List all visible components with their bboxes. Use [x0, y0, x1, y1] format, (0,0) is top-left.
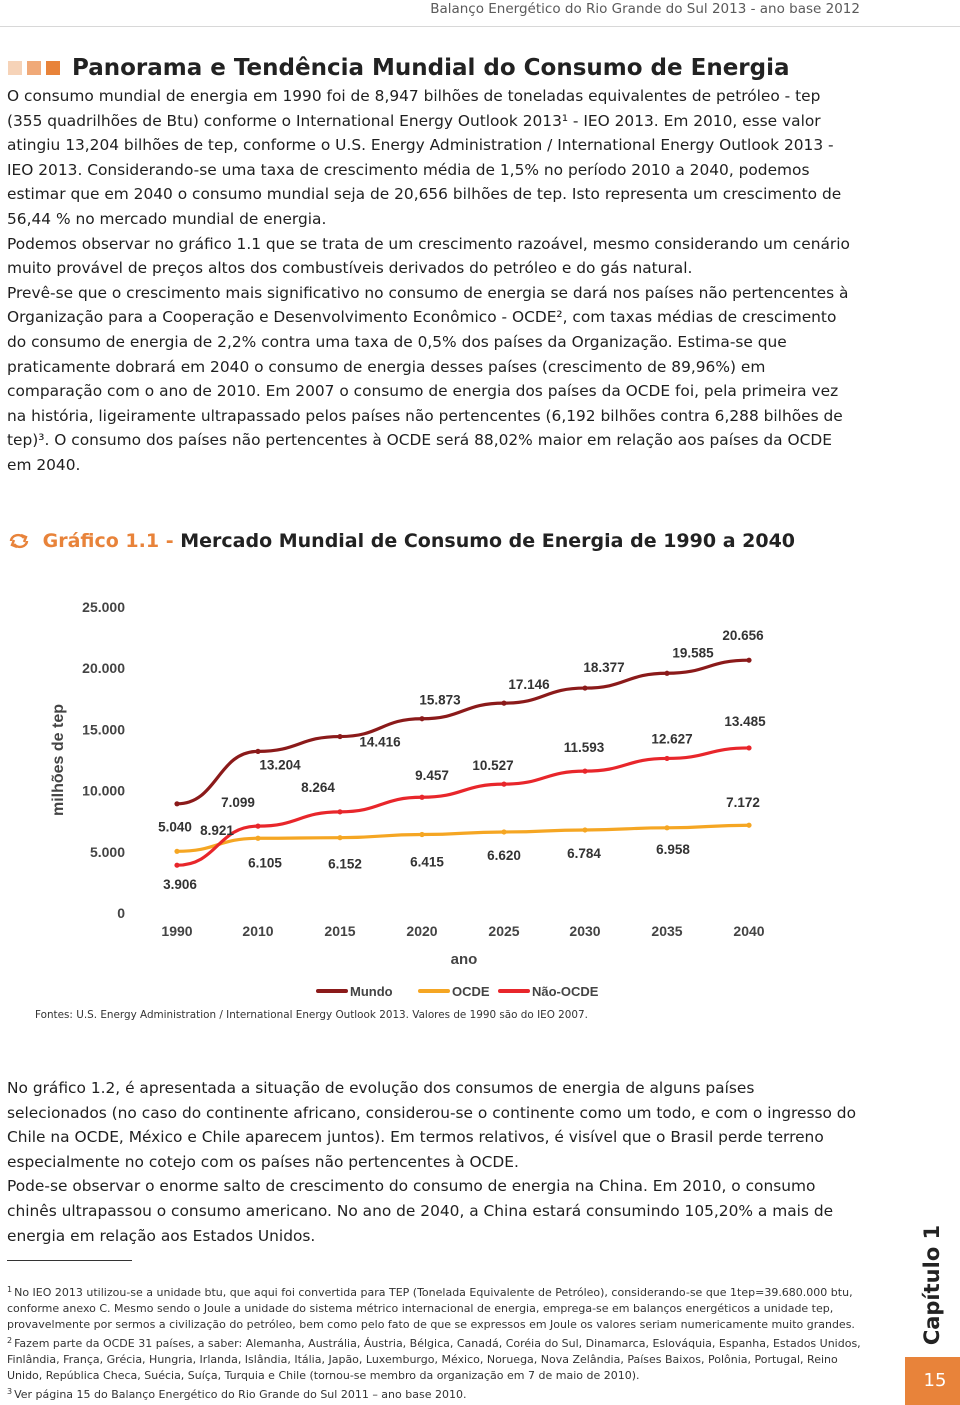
data-label: 11.593 [563, 740, 605, 756]
data-point [582, 685, 587, 690]
legend-label: Mundo [350, 984, 393, 999]
data-point [255, 824, 260, 829]
footnote-rule [7, 1260, 132, 1261]
chart-heading [8, 528, 795, 557]
y-tick-label: 20.000 [82, 660, 125, 677]
data-label: 13.485 [724, 713, 766, 729]
data-label: 18.377 [583, 660, 625, 676]
data-label: 17.146 [508, 677, 550, 693]
chart-number: Gráfico 1.1 - [42, 530, 174, 552]
x-tick-label: 2010 [242, 923, 274, 939]
data-point [501, 782, 506, 787]
data-point [746, 823, 751, 828]
data-point [664, 756, 669, 761]
data-point [174, 801, 179, 806]
x-tick-label: 2015 [324, 923, 356, 939]
data-point [664, 825, 669, 830]
footnote-text: Fazem parte da OCDE 31 países, a saber: Alemanha, Austrália, Áustria, Bélgica, Canadá, Coréia do Sul, Dinamarca, Eslováquia, Espanha, Estados Unidos, Finlândia, França, Grécia, Hungria, Irlanda, Islândia, Itália, Japão, Luxemburgo, México, Noruega, Nova Zelândia, Países Baixos, Polônia, Portugal, Reino Unido, República Checa, Suécia, Suíça, Turquia e Chile (tornou-se membro da organização em 7 de maio de 2010). [7, 1337, 861, 1382]
title-square [8, 61, 22, 75]
data-label: 10.527 [472, 758, 514, 774]
x-tick-label: 2020 [406, 923, 438, 939]
data-point [337, 835, 342, 840]
data-label: 8.921 [200, 822, 234, 838]
y-tick-label: 0 [117, 905, 125, 921]
legend-label: OCDE [452, 984, 490, 999]
data-point [174, 849, 179, 854]
chapter-label-text: Capítulo 1 [920, 1224, 945, 1345]
footnote-text: No IEO 2013 utilizou-se a unidade btu, que aqui foi convertida para TEP (Tonelada Equivalente de Petróleo), considerando-se que 1tep=39.680.000 btu, conforme anexo C. Mesmo sendo o Joule a unidade do sistema métrico internacional de energia, emprega-se em balanços energéticos a unidade tep, provavelmente por sermos a civilização do petróleo, bem como pelo fato de que se expressos em Joule os valores seriam numericamente muito grandes. [7, 1286, 855, 1331]
x-tick-label: 2025 [488, 923, 520, 939]
data-label: 6.105 [248, 855, 282, 871]
data-point [419, 716, 424, 721]
data-label: 5.040 [158, 819, 192, 835]
chart-title: Mercado Mundial de Consumo de Energia de 1990 a 2040 [180, 530, 796, 552]
data-label: 19.585 [672, 645, 714, 661]
data-label: 12.627 [651, 731, 693, 747]
intro-text [7, 84, 859, 478]
data-point [255, 749, 260, 754]
y-tick-label: 25.000 [82, 599, 125, 615]
header-rule [0, 26, 960, 27]
data-label: 6.152 [328, 856, 362, 872]
section-title: Panorama e Tendência Mundial do Consumo de Energia [72, 55, 790, 81]
chart-sources: Fontes: U.S. Energy Administration / International Energy Outlook 2013. Valores de 1990 são do IEO 2007. [35, 1009, 588, 1021]
x-tick-label: 2040 [733, 923, 765, 939]
footnote [7, 1384, 862, 1403]
footnote-text: Ver página 15 do Balanço Energético do Rio Grande do Sul 2011 – ano base 2010. [14, 1388, 467, 1401]
data-label: 7.099 [221, 795, 255, 811]
data-point [582, 769, 587, 774]
data-point [582, 827, 587, 832]
data-label: 8.264 [301, 779, 335, 795]
data-label: 6.415 [410, 854, 444, 870]
title-square [27, 61, 41, 75]
data-label: 9.457 [415, 768, 449, 784]
data-point [746, 658, 751, 663]
x-axis-label: ano [450, 951, 478, 968]
footnote-number: 3 [7, 1387, 13, 1396]
refresh-arrows-icon [8, 531, 30, 557]
title-square [46, 61, 60, 75]
legend-label: Não-OCDE [532, 984, 599, 999]
running-header: Balanço Energético do Rio Grande do Sul 2013 - ano base 2012 [430, 1, 860, 17]
paragraph: O consumo mundial de energia em 1990 foi de 8,947 bilhões de toneladas equivalentes de petróleo - tep (355 quadrilhões de Btu) conforme o International Energy Outlook 2013¹ - IEO 2013. Em 2010, esse valor atingiu 13,204 bilhões de tep, conforme o U.S. Energy Administration / International Energy Outlook 2013 - IEO 2013. Considerando-se uma taxa de crescimento média de 1,5% no período 2010 a 2040, podemos estimar que em 2040 o consumo mundial seja de 20,656 bilhões de tep. Isto representa um crescimento de 56,44 % no mercado mundial de energia. [7, 87, 842, 228]
data-point [419, 832, 424, 837]
data-point [337, 734, 342, 739]
data-point [664, 671, 669, 676]
x-tick-label: 2030 [569, 923, 601, 939]
chapter-sidebar [905, 1224, 960, 1405]
data-label: 20.656 [722, 628, 764, 644]
paragraph: Podemos observar no gráfico 1.1 que se trata de um crescimento razoável, mesmo considerando um cenário muito provável de preços altos dos combustíveis derivados do petróleo e do gás natural. [7, 234, 850, 278]
paragraph: Prevê-se que o crescimento mais significativo no consumo de energia se dará nos países não pertencentes à Organização para a Cooperação e Desenvolvimento Econômico - OCDE², com taxas médias de crescimento do consumo de energia de 2,2% contra uma taxa de 0,5% dos países da Organização. Estima-se que praticamente dobrará em 2040 o consumo de energia desses países (crescimento de 89,96%) em comparação com o ano de 2010. Em 2007 o consumo de energia dos países da OCDE foi, pela primeira vez na história, ligeiramente ultrapassado pelos países não pertencentes (6,192 bilhões contra 6,288 bilhões de tep)³. O consumo dos países não pertencentes à OCDE será 88,02% maior em relação aos países da OCDE em 2040. [7, 283, 849, 474]
data-point [501, 701, 506, 706]
data-label: 7.172 [726, 795, 760, 811]
data-label: 6.784 [567, 845, 601, 861]
data-label: 14.416 [359, 734, 401, 750]
x-tick-label: 2035 [651, 923, 683, 939]
chapter-label [905, 1224, 960, 1345]
data-point [501, 829, 506, 834]
data-point [337, 809, 342, 814]
y-tick-label: 10.000 [82, 782, 125, 799]
y-tick-label: 15.000 [82, 721, 125, 738]
footnote [7, 1282, 862, 1333]
paragraph: No gráfico 1.2, é apresentada a situação de evolução dos consumos de energia de alguns países selecionados (no caso do continente africano, considerou-se o continente como um todo, e com o ingresso do Chile na OCDE, México e Chile aparecem juntos). Em termos relativos, é visível que o Brasil perde terreno especialmente no cotejo com os países não pertencentes à OCDE. [7, 1079, 856, 1171]
data-point [174, 863, 179, 868]
footnote-number: 2 [7, 1336, 13, 1345]
page-number: 15 [905, 1357, 960, 1405]
paragraph: Pode-se observar o enorme salto de crescimento do consumo de energia na China. Em 2010, o consumo chinês ultrapassou o consumo americano. No ano de 2040, a China estará consumindo 105,20% a mais de energia em relação aos Estados Unidos. [7, 1177, 834, 1245]
data-point [255, 836, 260, 841]
data-label: 3.906 [163, 877, 197, 893]
data-label: 13.204 [259, 757, 301, 773]
x-tick-label: 1990 [161, 923, 193, 939]
footnotes [7, 1282, 862, 1403]
analysis-text [7, 1076, 859, 1248]
y-tick-label: 5.000 [89, 843, 125, 860]
footnote [7, 1333, 862, 1384]
data-point [746, 745, 751, 750]
y-axis-label: milhões de tep [50, 703, 67, 817]
data-label: 6.620 [487, 847, 521, 863]
data-label: 6.958 [656, 841, 690, 857]
energy-consumption-chart [0, 580, 860, 1000]
data-point [419, 795, 424, 800]
footnote-number: 1 [7, 1285, 13, 1294]
data-label: 15.873 [419, 692, 461, 708]
